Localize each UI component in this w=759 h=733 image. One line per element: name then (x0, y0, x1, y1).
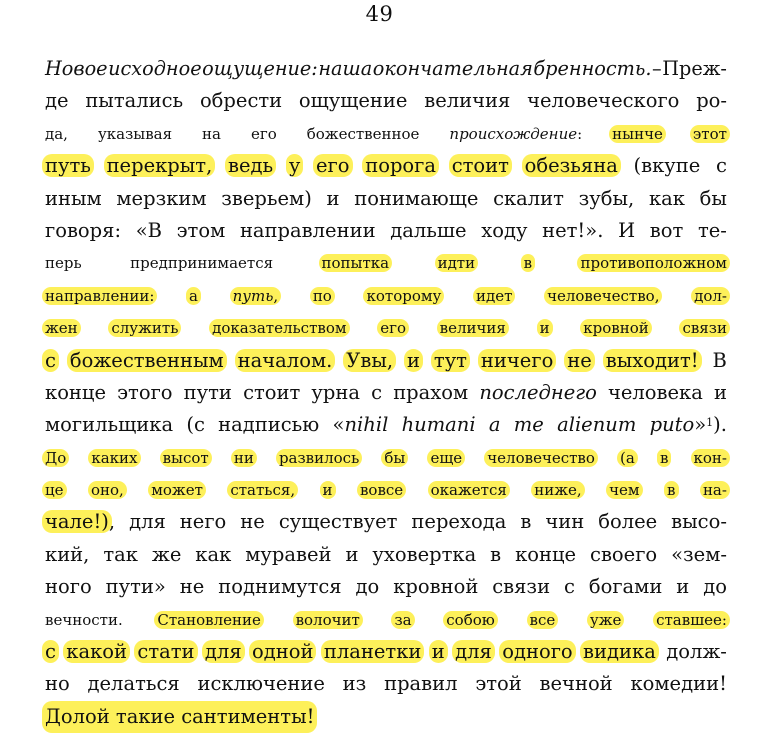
highlighted-text: а (189, 286, 198, 305)
highlight-run (225, 154, 276, 177)
text-segment: ощущение (298, 89, 408, 113)
text-segment: » (694, 413, 707, 437)
highlighted-text: жен (45, 319, 78, 338)
highlight-run (42, 154, 94, 177)
highlighted-text: с (45, 640, 56, 664)
highlight-run (230, 287, 282, 305)
highlight-run (580, 640, 659, 663)
highlighted-text: кон- (693, 448, 727, 467)
highlighted-text: попытка (321, 254, 390, 273)
highlight-run (320, 481, 336, 499)
highlight-run (42, 481, 67, 499)
text-segment: Преж- (662, 57, 727, 80)
highlight-run (42, 349, 59, 372)
highlight-run (310, 287, 335, 305)
highlight-run (293, 611, 363, 629)
text-segment: и (714, 380, 727, 404)
highlight-run (521, 254, 535, 272)
highlight-run (88, 481, 127, 499)
highlighted-text: направлении: (45, 286, 155, 305)
highlight-run (148, 481, 206, 499)
highlighted-text: собою (446, 610, 495, 629)
highlight-run (603, 349, 702, 372)
highlight-run (186, 287, 201, 305)
highlighted-text: человечество, (547, 286, 660, 305)
text-segment: обрести (199, 89, 283, 113)
highlighted-text: путь (45, 154, 91, 178)
highlighted-text: тут (433, 348, 467, 372)
highlight-run (404, 349, 423, 372)
highlighted-text: порога (365, 154, 437, 178)
highlighted-text: обезьяна (524, 154, 618, 178)
text-segment: могильщика (45, 413, 174, 437)
highlighted-text: идет (476, 286, 513, 305)
text-segment: конце (515, 542, 577, 566)
highlighted-text: и (539, 319, 550, 338)
highlight-run (63, 640, 130, 663)
text-line (45, 312, 727, 344)
highlight-run (435, 254, 479, 272)
highlighted-text: Становление (157, 610, 261, 629)
italic-text: a (488, 413, 501, 437)
italic-text: ощущение: (202, 57, 318, 80)
highlighted-text: ведь (228, 154, 274, 178)
text-segment: так (103, 542, 138, 566)
highlighted-text: видика (583, 640, 656, 664)
highlight-run (227, 481, 298, 499)
highlighted-text: стоит (451, 154, 509, 178)
text-segment: не (240, 510, 265, 534)
text-segment: комедии! (630, 672, 727, 696)
text-segment: дальше (390, 218, 467, 242)
highlighted-text: дол- (694, 286, 727, 305)
highlight-run (343, 349, 396, 372)
text-line (45, 636, 727, 668)
highlighted-text: в (659, 448, 669, 467)
text-segment: его (250, 124, 277, 143)
highlighted-text: для (455, 640, 492, 664)
text-segment: урна (311, 380, 361, 404)
italic-text: окончательная (372, 57, 533, 80)
text-segment: скалит (493, 186, 564, 210)
highlight-run (362, 154, 439, 177)
highlight-run (42, 449, 69, 467)
text-segment: человеческого (527, 89, 680, 113)
text-segment: ходу (481, 218, 528, 242)
highlight-run (134, 640, 197, 663)
text-segment: (с (186, 413, 205, 437)
text-segment: из (342, 672, 367, 696)
text-segment: надписью (218, 413, 320, 437)
highlight-run (427, 449, 465, 467)
text-segment: ного (45, 575, 92, 599)
text-segment: муравей (245, 542, 332, 566)
text-line (45, 604, 727, 636)
text-line (45, 247, 727, 279)
highlight-run (522, 154, 621, 177)
highlight-run (321, 640, 425, 663)
text-body (45, 53, 727, 733)
text-segment: связи (492, 575, 551, 599)
text-segment: божественное (306, 124, 420, 143)
text-segment: с (716, 154, 727, 178)
highlight-run (108, 319, 181, 337)
highlighted-text: этот (692, 124, 727, 143)
highlighted-text: До (45, 448, 67, 467)
text-segment: существует (278, 510, 398, 534)
highlighted-text: у (288, 154, 301, 178)
text-line (45, 345, 727, 377)
highlighted-text: идти (437, 254, 476, 273)
text-segment: зверьем) (221, 186, 312, 210)
text-segment: да, (45, 124, 68, 143)
highlight-run (276, 449, 362, 467)
text-segment: этого (117, 380, 173, 404)
text-segment: прахом (393, 380, 469, 404)
text-segment: вечности. (45, 610, 123, 629)
text-segment: и (676, 575, 690, 599)
text-segment: перь (45, 254, 82, 273)
text-segment: направлении (239, 218, 376, 242)
highlighted-text: бы (384, 448, 406, 467)
highlighted-text: божественным (69, 348, 224, 372)
highlighted-text: все (529, 610, 556, 629)
highlighted-text: связи (682, 319, 727, 338)
footnote-marker: 1 (706, 416, 714, 430)
text-segment: как (195, 542, 232, 566)
highlighted-text: и (431, 640, 445, 664)
highlight-run (499, 640, 575, 663)
highlight-run (313, 154, 353, 177)
italic-text: puto (649, 413, 695, 437)
highlight-run (231, 449, 257, 467)
highlight-run (527, 611, 559, 629)
italic-text: путь (232, 286, 274, 305)
text-segment: кий, (45, 542, 90, 566)
highlight-run (88, 449, 140, 467)
highlight-run (653, 611, 730, 629)
highlight-run (577, 254, 729, 272)
text-segment: пути» (105, 575, 166, 599)
highlight-run (42, 319, 81, 337)
highlighted-text: , (273, 286, 279, 305)
highlight-run (160, 449, 212, 467)
highlight-run (609, 125, 666, 143)
highlighted-text: за (394, 610, 412, 629)
highlighted-text: ставшее: (656, 610, 727, 629)
text-segment: делаться (87, 672, 180, 696)
highlight-run (478, 349, 556, 372)
text-segment: зубы, (578, 186, 635, 210)
highlight-run (700, 481, 730, 499)
text-line (45, 409, 727, 441)
highlighted-text: противоположном (580, 254, 727, 273)
text-segment: более (598, 510, 658, 534)
highlighted-text: с (45, 348, 56, 372)
text-segment: иным (45, 186, 102, 210)
highlighted-text: еще (430, 448, 463, 467)
text-segment: кровной (393, 575, 479, 599)
highlighted-text: которому (366, 286, 442, 305)
text-segment: человека (607, 380, 703, 404)
text-segment: до (703, 575, 727, 599)
text-segment: и (345, 542, 359, 566)
highlight-run (202, 640, 245, 663)
highlight-run (209, 319, 349, 337)
highlighted-text: выходит! (605, 348, 699, 372)
highlighted-text: служить (111, 319, 179, 338)
text-segment: указывая (97, 124, 173, 143)
highlighted-text: одной (252, 640, 314, 664)
italic-text: наша (318, 57, 373, 80)
italic-text: происхождение (449, 124, 578, 143)
highlighted-text: может (151, 481, 203, 500)
highlight-run (357, 481, 406, 499)
text-segment: с (371, 380, 383, 404)
text-line (45, 215, 727, 247)
highlighted-text: волочит (295, 610, 360, 629)
highlight-run (42, 510, 112, 533)
highlighted-text: вовсе (359, 481, 404, 500)
highlighted-text: в (667, 481, 676, 500)
text-segment: правил (384, 672, 458, 696)
text-line (45, 474, 727, 506)
highlight-run (443, 611, 498, 629)
highlight-run (606, 481, 642, 499)
highlighted-text: окажется (430, 481, 507, 500)
text-segment: долж- (666, 640, 727, 664)
highlighted-text: на- (702, 481, 727, 500)
highlight-run (249, 640, 316, 663)
highlight-run (690, 125, 730, 143)
text-segment: пути (183, 380, 232, 404)
text-segment: де (45, 89, 69, 113)
highlight-run (286, 154, 303, 177)
highlight-run (431, 349, 470, 372)
highlighted-text: одного (502, 640, 573, 664)
text-segment: него (179, 510, 227, 534)
highlighted-text: статься, (230, 481, 296, 500)
highlight-run (657, 449, 671, 467)
highlighted-text: стати (137, 640, 195, 664)
text-segment: перехода (411, 510, 507, 534)
highlighted-text: перекрыт, (106, 154, 213, 178)
text-segment: конце (45, 380, 107, 404)
text-line (45, 539, 727, 571)
text-segment: те- (697, 218, 727, 242)
highlighted-text: уже (589, 610, 622, 629)
highlight-run (452, 640, 495, 663)
text-line (45, 280, 727, 312)
highlighted-text: и (406, 348, 420, 372)
highlight-run (235, 349, 336, 372)
italic-text: Новое (45, 57, 108, 80)
highlight-run (691, 287, 730, 305)
highlight-run (391, 611, 414, 629)
highlight-run (437, 319, 509, 337)
highlighted-text: началом. (237, 348, 333, 372)
highlight-run (587, 611, 625, 629)
text-segment: чин (545, 510, 585, 534)
text-segment: ро- (696, 89, 727, 113)
text-segment: В (712, 348, 727, 372)
text-line (45, 53, 727, 85)
highlight-run (617, 449, 638, 467)
text-segment: вечной (539, 672, 613, 696)
highlighted-text: нынче (612, 124, 663, 143)
text-segment: предпринимается (130, 254, 274, 273)
highlight-run (428, 481, 510, 499)
highlight-run (42, 640, 59, 663)
highlight-run (580, 319, 651, 337)
highlighted-text: его (316, 154, 350, 178)
highlighted-text: (а (620, 448, 635, 467)
text-line (45, 571, 727, 603)
highlighted-text: Увы, (346, 348, 394, 372)
text-segment: поднимутся (218, 575, 342, 599)
text-line (45, 85, 727, 117)
highlight-run (531, 481, 584, 499)
text-segment: же (151, 542, 182, 566)
italic-text: бренность. (533, 57, 652, 80)
text-segment: (вкупе (633, 154, 701, 178)
italic-text: me (513, 413, 544, 437)
text-segment: «зем- (671, 542, 727, 566)
highlight-run (537, 319, 553, 337)
text-segment: своего (590, 542, 658, 566)
highlight-run (691, 449, 730, 467)
text-segment: с (564, 575, 575, 599)
text-line (45, 668, 727, 700)
text-segment: стоит (243, 380, 301, 404)
text-segment: в (490, 542, 502, 566)
highlight-run (564, 349, 595, 372)
text-segment: ). (713, 413, 727, 437)
italic-text: исходное (108, 57, 202, 80)
text-segment: исключение (197, 672, 325, 696)
text-segment: этой (475, 672, 522, 696)
highlighted-text: развилось (278, 448, 360, 467)
highlighted-text: кровной (583, 319, 649, 338)
text-segment: для (129, 510, 166, 534)
text-segment: вот (649, 218, 684, 242)
text-segment: бы (699, 186, 727, 210)
highlighted-text: чале!) (45, 510, 109, 534)
italic-text: humani (401, 413, 476, 437)
text-line (45, 506, 727, 538)
highlighted-text: величия (439, 319, 506, 338)
text-segment: как (648, 186, 685, 210)
highlight-run (664, 481, 678, 499)
text-segment: величия (424, 89, 511, 113)
highlight-run (319, 254, 393, 272)
text-segment: говоря: (45, 218, 122, 242)
text-segment: «В (135, 218, 162, 242)
highlighted-text: оно, (90, 481, 124, 500)
highlighted-text: доказательством (212, 319, 347, 338)
highlight-run (429, 640, 448, 663)
text-segment: на (202, 124, 221, 143)
text-line (45, 442, 727, 474)
highlighted-text: в (523, 254, 533, 273)
text-segment: нет!». (542, 218, 604, 242)
highlight-run (104, 154, 216, 177)
highlighted-text: каких (91, 448, 138, 467)
highlighted-text: какой (66, 640, 128, 664)
highlight-run (154, 611, 263, 629)
italic-text: nihil (344, 413, 389, 437)
highlighted-text: по (312, 286, 332, 305)
text-segment: пытались (85, 89, 184, 113)
highlighted-text: чем (609, 481, 640, 500)
highlight-run (679, 319, 730, 337)
highlighted-text: для (204, 640, 242, 664)
text-segment: : (577, 124, 583, 143)
text-segment: в (520, 510, 532, 534)
highlight-run (473, 287, 515, 305)
highlight-run (544, 287, 662, 305)
highlighted-text: человечество (487, 448, 595, 467)
text-segment: до (355, 575, 380, 599)
highlighted-text: его (380, 319, 406, 338)
highlighted-text: и (322, 481, 333, 500)
page-number: 49 (365, 2, 394, 26)
highlighted-text: высот (162, 448, 209, 467)
highlight-run (449, 154, 512, 177)
highlight-run (381, 449, 408, 467)
text-segment: но (45, 672, 70, 696)
text-segment: богами (588, 575, 663, 599)
text-segment: « (332, 413, 345, 437)
highlight-run (484, 449, 598, 467)
highlighted-text: Долой такие сантименты! (45, 704, 315, 728)
highlighted-text: це (45, 481, 64, 500)
highlighted-text: ничего (480, 348, 554, 372)
text-segment: , (108, 510, 116, 534)
text-line (45, 377, 727, 409)
text-line (45, 118, 727, 150)
text-segment: и (326, 186, 340, 210)
text-segment: высо- (671, 510, 727, 534)
text-segment: понимающе (354, 186, 479, 210)
text-segment: уховертка (372, 542, 477, 566)
text-segment: – (652, 57, 662, 80)
highlighted-text: ни (233, 448, 254, 467)
text-segment: И (618, 218, 636, 242)
text-segment: мерзким (116, 186, 207, 210)
highlighted-text: не (567, 348, 592, 372)
highlight-run (377, 319, 409, 337)
highlight-run (67, 349, 227, 372)
highlighted-text: ниже, (534, 481, 582, 500)
highlighted-text: планетки (323, 640, 422, 664)
italic-text: последнего (479, 380, 597, 404)
highlight-run (42, 287, 157, 305)
text-line (45, 150, 727, 182)
italic-text: alienum (557, 413, 637, 437)
text-line (45, 183, 727, 215)
text-segment: этом (176, 218, 226, 242)
highlight-run (363, 287, 444, 305)
text-segment: не (179, 575, 205, 599)
